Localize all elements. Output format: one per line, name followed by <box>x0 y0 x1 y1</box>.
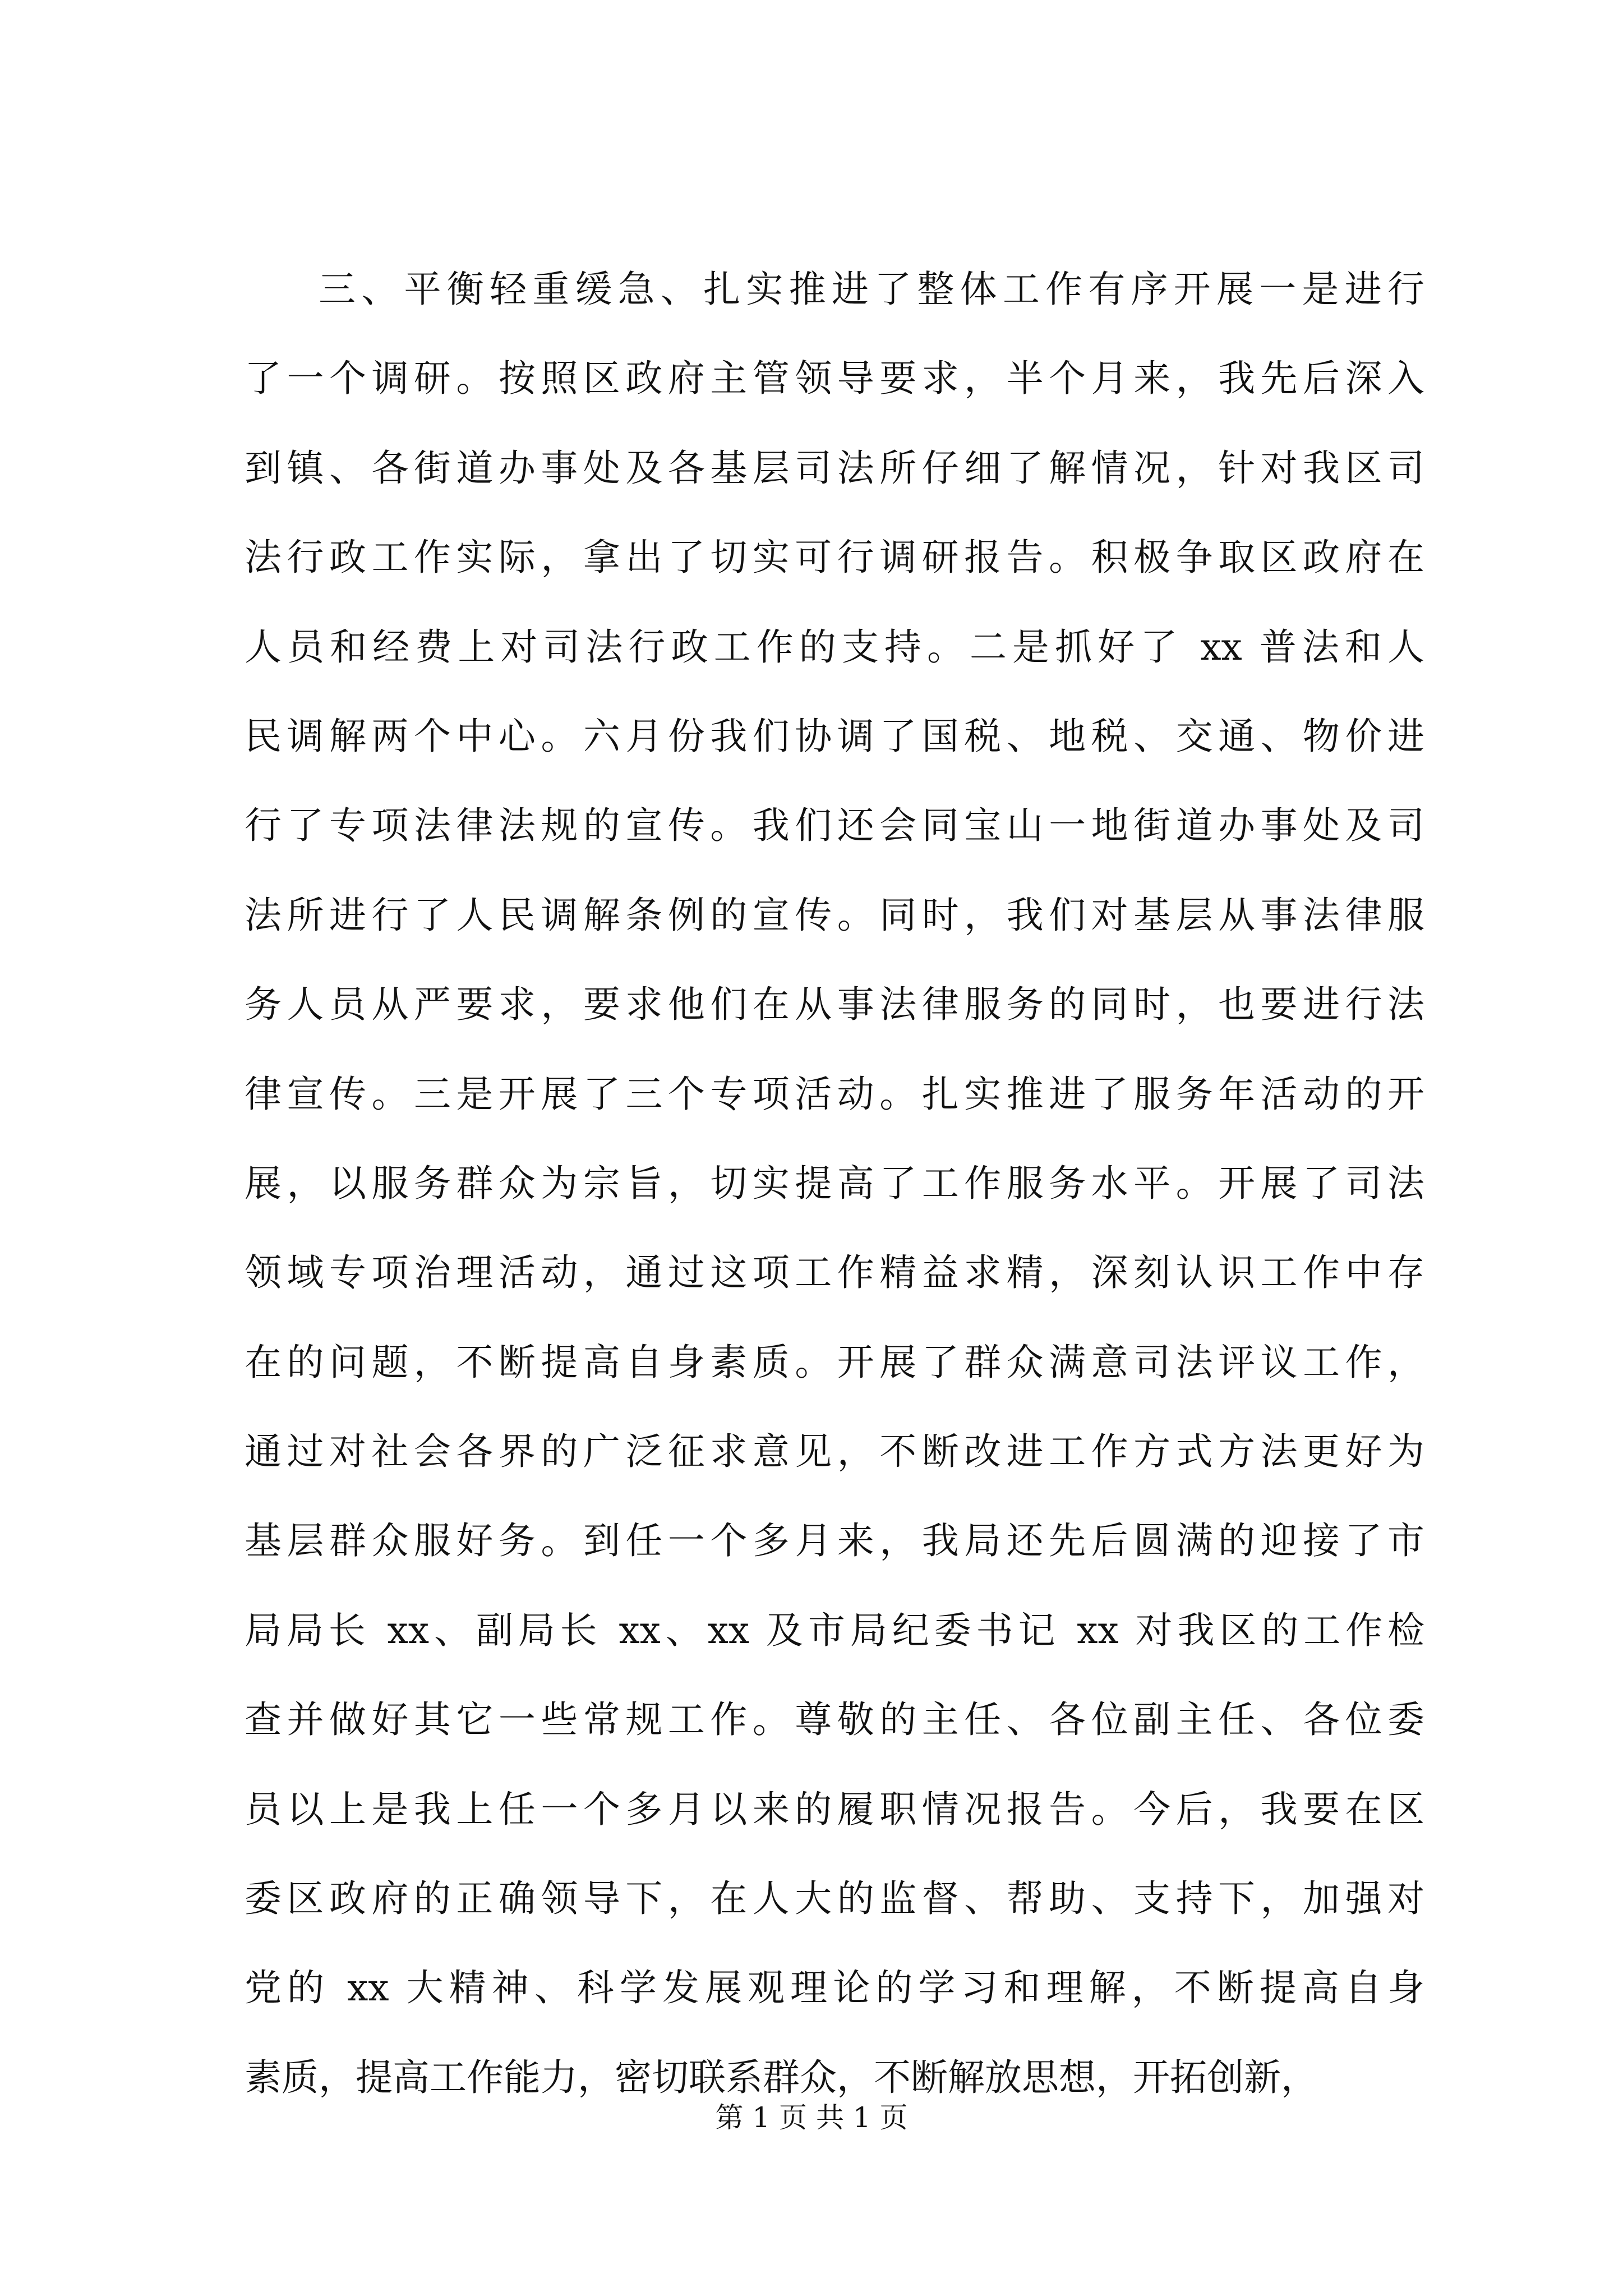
text-line: 委区政府的正确领导下，在人大的监督、帮助、支持下，加强对 <box>245 1877 1424 1921</box>
text-line: 在的问题，不断提高自身素质。开展了群众满意司法评议工作， <box>245 1340 1424 1384</box>
text-line: 三、平衡轻重缓急、扎实推进了整体工作有序开展一是进行 <box>319 268 1424 311</box>
text-line: 员以上是我上任一个多月以来的履职情况报告。今后，我要在区 <box>245 1787 1424 1831</box>
text-line: 展，以服务群众为宗旨，切实提高了工作服务水平。开展了司法 <box>245 1161 1424 1205</box>
text-line: 到镇、各街道办事处及各基层司法所仔细了解情况，针对我区司 <box>245 446 1424 490</box>
page-number-label: 第 1 页 共 1 页 <box>715 2101 908 2134</box>
text-line: 素质，提高工作能力，密切联系群众，不断解放思想，开拓创新， <box>245 2055 1318 2099</box>
text-line: 法所进行了人民调解条例的宣传。同时，我们对基层从事法律服 <box>245 893 1424 937</box>
text-line: 行了专项法律法规的宣传。我们还会同宝山一地街道办事处及司 <box>245 804 1424 848</box>
text-line: 党的 xx 大精神、科学发展观理论的学习和理解，不断提高自身 <box>245 1966 1424 2010</box>
text-line: 人员和经费上对司法行政工作的支持。二是抓好了 xx 普法和人 <box>245 625 1424 669</box>
text-line: 领域专项治理活动，通过这项工作精益求精，深刻认识工作中存 <box>245 1251 1424 1295</box>
text-line: 查并做好其它一些常规工作。尊敬的主任、各位副主任、各位委 <box>245 1698 1424 1742</box>
text-line: 了一个调研。按照区政府主管领导要求，半个月来，我先后深入 <box>245 357 1424 401</box>
text-line: 务人员从严要求，要求他们在从事法律服务的同时，也要进行法 <box>245 983 1424 1027</box>
page-footer <box>0 2098 1623 2137</box>
text-line: 法行政工作实际，拿出了切实可行调研报告。积极争取区政府在 <box>245 536 1424 579</box>
text-line: 局局长 xx、副局长 xx、xx 及市局纪委书记 xx 对我区的工作检 <box>245 1608 1424 1652</box>
body-text <box>245 245 1424 2122</box>
text-line: 律宣传。三是开展了三个专项活动。扎实推进了服务年活动的开 <box>245 1072 1424 1116</box>
text-line: 通过对社会各界的广泛征求意见，不断改进工作方式方法更好为 <box>245 1430 1424 1474</box>
text-line: 基层群众服好务。到任一个多月来，我局还先后圆满的迎接了市 <box>245 1519 1424 1563</box>
text-line: 民调解两个中心。六月份我们协调了国税、地税、交通、物价进 <box>245 714 1424 758</box>
